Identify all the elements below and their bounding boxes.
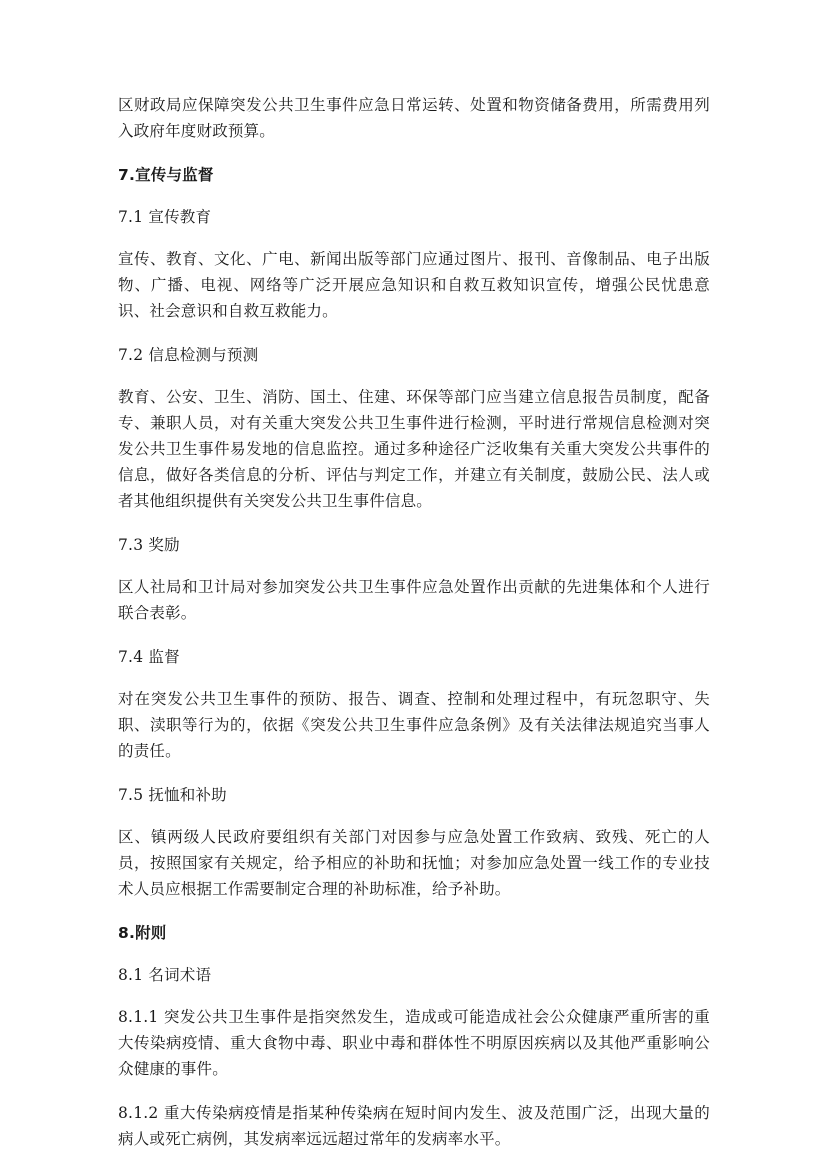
paragraph-supervision: 对在突发公共卫生事件的预防、报告、调查、控制和处理过程中，有玩忽职守、失职、渎职等行为的，依据《突发公共卫生事件应急条例》及有关法律法规追究当事人的责任。	[118, 690, 710, 760]
subheading-8-1: 8.1 名词术语	[118, 966, 212, 984]
subheading-7-4: 7.4 监督	[118, 648, 180, 666]
subheading-7-3: 7.3 奖励	[118, 536, 180, 554]
paragraph-compensation: 区、镇两级人民政府要组织有关部门对因参与应急处置工作致病、致残、死亡的人员，按照国家有关规定，给予相应的补助和抚恤；对参加应急处置一线工作的专业技术人员应根据工作需要制定合理的补助标准，给予补助。	[118, 828, 710, 898]
paragraph-definition-8-1-2: 8.1.2 重大传染病疫情是指某种传染病在短时间内发生、波及范围广泛，出现大量的病人或死亡病例，其发病率远远超过常年的发病率水平。	[118, 1104, 710, 1148]
paragraph-monitoring: 教育、公安、卫生、消防、国土、住建、环保等部门应当建立信息报告员制度，配备专、兼职人员，对有关重大突发公共卫生事件进行检测，平时进行常规信息检测对突发公共卫生事件易发地的信息监控。通过多种途径广泛收集有关重大突发公共事件的信息，做好各类信息的分析、评估与判定工作，并建立有关制度，鼓励公民、法人或者其他组织提供有关突发公共卫生事件信息。	[118, 388, 710, 510]
paragraph-rewards: 区人社局和卫计局对参加突发公共卫生事件应急处置作出贡献的先进集体和个人进行联合表彰。	[118, 578, 710, 622]
subheading-7-1: 7.1 宣传教育	[118, 208, 212, 226]
paragraph-definition-8-1-1: 8.1.1 突发公共卫生事件是指突然发生，造成或可能造成社会公众健康严重所害的重大传染病疫情、重大食物中毒、职业中毒和群体性不明原因疾病以及其他严重影响公众健康的事件。	[118, 1008, 710, 1078]
subheading-7-5: 7.5 抚恤和补助	[118, 786, 227, 804]
heading-publicity-supervision: 7.宣传与监督	[118, 166, 214, 184]
subheading-7-2: 7.2 信息检测与预测	[118, 346, 259, 364]
paragraph-finance: 区财政局应保障突发公共卫生事件应急日常运转、处置和物资储备费用，所需费用列入政府年度财政预算。	[118, 96, 710, 140]
document-page	[118, 92, 710, 1170]
heading-supplementary: 8.附则	[118, 924, 167, 942]
paragraph-publicity: 宣传、教育、文化、广电、新闻出版等部门应通过图片、报刊、音像制品、电子出版物、广播、电视、网络等广泛开展应急知识和自救互救知识宣传，增强公民忧患意识、社会意识和自救互救能力。	[118, 250, 710, 320]
